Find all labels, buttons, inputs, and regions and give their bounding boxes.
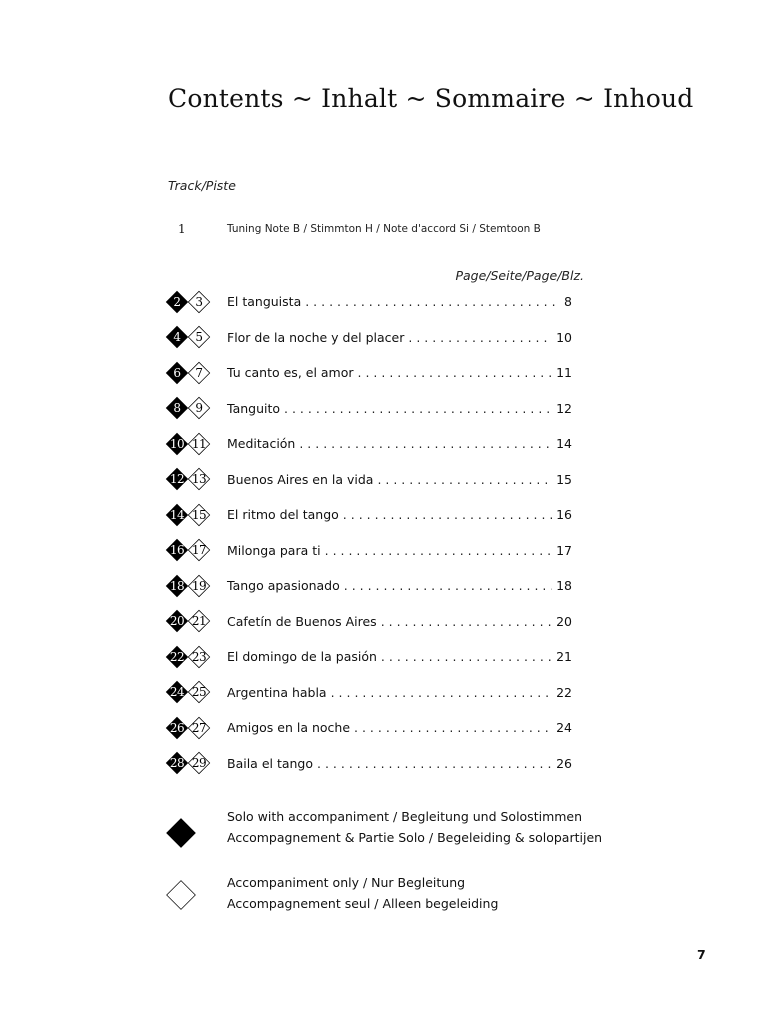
accompaniment-track-number: 19 (191, 578, 207, 593)
page-reference: 24 (556, 720, 572, 736)
toc-row (166, 284, 572, 320)
solo-track-number: 16 (169, 543, 185, 558)
solid-diamond-icon (166, 291, 188, 313)
solid-diamond-icon (166, 681, 188, 703)
page-column-label: Page/Seite/Page/Blz. (455, 268, 584, 283)
solid-diamond-icon (166, 539, 188, 561)
accompaniment-track-number: 27 (191, 720, 207, 735)
solo-track-number: 10 (169, 436, 185, 451)
page-reference: 16 (556, 507, 572, 523)
legend-accompaniment-line1: Accompaniment only / Nur Begleitung (227, 875, 466, 890)
track-markers (166, 322, 218, 352)
solo-track-number: 6 (173, 365, 181, 380)
toc-entry (227, 284, 572, 320)
open-diamond-icon (188, 646, 210, 668)
page-reference: 21 (556, 649, 572, 665)
page-number: 7 (697, 947, 706, 962)
dot-leader (344, 578, 552, 593)
toc-entry (227, 639, 572, 675)
open-diamond-icon (188, 326, 210, 348)
open-diamond-icon (188, 433, 210, 455)
solid-diamond-icon (166, 610, 188, 632)
piece-title: Amigos en la noche (227, 720, 351, 736)
accompaniment-track-number: 3 (195, 294, 203, 309)
accompaniment-track-number: 15 (191, 507, 207, 522)
solid-diamond-icon (166, 575, 188, 597)
open-diamond-icon (188, 575, 210, 597)
track-markers (166, 642, 218, 672)
toc-row (166, 604, 572, 640)
dot-leader (325, 543, 552, 558)
piece-title: Flor de la noche y del placer (227, 329, 405, 345)
toc-row (166, 497, 572, 533)
piece-title: Baila el tango (227, 755, 314, 771)
piece-title: Tanguito (227, 400, 281, 416)
solid-diamond-icon (166, 433, 188, 455)
accompaniment-track-number: 17 (191, 543, 207, 558)
track-markers (166, 606, 218, 636)
dot-leader (358, 365, 553, 380)
page-reference: 14 (556, 436, 572, 452)
tuning-track-number: 1 (178, 222, 186, 236)
page-reference: 10 (556, 329, 572, 345)
track-markers (166, 287, 218, 317)
track-markers (166, 677, 218, 707)
open-diamond-icon (188, 539, 210, 561)
dot-leader (381, 649, 552, 664)
toc-row (166, 746, 572, 782)
toc-entry (227, 675, 572, 711)
solid-diamond-icon (166, 468, 188, 490)
track-markers (166, 429, 218, 459)
piece-title: El ritmo del tango (227, 507, 339, 523)
toc-entry (227, 355, 572, 391)
open-diamond-icon (188, 681, 210, 703)
toc-entry (227, 710, 572, 746)
track-label: Track/Piste (168, 178, 236, 193)
toc-row (166, 710, 572, 746)
toc-row (166, 568, 572, 604)
toc-entry (227, 426, 572, 462)
solo-track-number: 24 (169, 685, 185, 700)
solo-track-number: 28 (169, 756, 185, 771)
toc-entry (227, 568, 572, 604)
open-diamond-icon (188, 504, 210, 526)
piece-title: Tu canto es, el amor (227, 365, 354, 381)
piece-title: Meditación (227, 436, 296, 452)
open-diamond-icon (188, 610, 210, 632)
toc-row (166, 462, 572, 498)
dot-leader (377, 472, 552, 487)
piece-title: Argentina habla (227, 684, 327, 700)
piece-title: El tanguista (227, 294, 302, 310)
accompaniment-track-number: 21 (191, 614, 207, 629)
accompaniment-track-number: 13 (191, 472, 207, 487)
toc-entry (227, 604, 572, 640)
page-reference: 15 (556, 471, 572, 487)
dot-leader (305, 294, 560, 309)
track-markers (166, 464, 218, 494)
dot-leader (299, 436, 552, 451)
solid-diamond-icon (166, 646, 188, 668)
page-title: Contents ~ Inhalt ~ Sommaire ~ Inhoud (168, 84, 694, 113)
page-reference: 11 (556, 365, 572, 381)
solo-track-number: 18 (169, 578, 185, 593)
track-markers (166, 393, 218, 423)
toc-entry (227, 391, 572, 427)
page-reference: 18 (556, 578, 572, 594)
track-markers (166, 500, 218, 530)
toc-row (166, 533, 572, 569)
tuning-note-text: Tuning Note B / Stimmton H / Note d'accord Si / Stemtoon B (227, 223, 541, 235)
toc-row (166, 639, 572, 675)
solid-diamond-icon (166, 397, 188, 419)
page-reference: 17 (556, 542, 572, 558)
dot-leader (408, 330, 552, 345)
piece-title: Milonga para ti (227, 542, 321, 558)
legend-accompaniment-line2: Accompagnement seul / Alleen begeleiding (227, 896, 499, 911)
accompaniment-track-number: 7 (195, 365, 203, 380)
open-diamond-icon (166, 880, 196, 910)
toc-entry (227, 533, 572, 569)
open-diamond-icon (188, 397, 210, 419)
open-diamond-icon (188, 717, 210, 739)
track-markers (166, 358, 218, 388)
open-diamond-icon (188, 468, 210, 490)
solo-track-number: 4 (173, 330, 181, 345)
toc-entry (227, 746, 572, 782)
piece-title: Cafetín de Buenos Aires (227, 613, 377, 629)
accompaniment-track-number: 5 (195, 330, 203, 345)
solid-diamond-icon (166, 326, 188, 348)
legend-solo-line2: Accompagnement & Partie Solo / Begeleiding & solopartijen (227, 830, 603, 845)
page-reference: 12 (556, 400, 572, 416)
dot-leader (284, 401, 552, 416)
toc-row (166, 426, 572, 462)
track-markers (166, 713, 218, 743)
solo-track-number: 12 (169, 472, 185, 487)
dot-leader (354, 720, 552, 735)
toc-entry (227, 462, 572, 498)
solid-diamond-icon (166, 362, 188, 384)
open-diamond-icon (188, 291, 210, 313)
track-markers (166, 748, 218, 778)
toc-row (166, 391, 572, 427)
toc-row (166, 320, 572, 356)
toc-row (166, 355, 572, 391)
solo-track-number: 8 (173, 401, 181, 416)
dot-leader (381, 614, 552, 629)
toc-entry (227, 497, 572, 533)
page-reference: 26 (556, 755, 572, 771)
dot-leader (331, 685, 552, 700)
accompaniment-track-number: 9 (195, 401, 203, 416)
page-reference: 22 (556, 684, 572, 700)
track-markers (166, 535, 218, 565)
open-diamond-icon (188, 362, 210, 384)
solid-diamond-icon (166, 818, 196, 848)
toc-entry (227, 320, 572, 356)
accompaniment-track-number: 23 (191, 649, 207, 664)
solo-track-number: 14 (169, 507, 185, 522)
solid-diamond-icon (166, 504, 188, 526)
solid-diamond-icon (166, 752, 188, 774)
legend-solo-line1: Solo with accompaniment / Begleitung und Solostimmen (227, 809, 583, 824)
dot-leader (317, 756, 552, 771)
solid-diamond-icon (166, 717, 188, 739)
accompaniment-track-number: 11 (191, 436, 207, 451)
piece-title: El domingo de la pasión (227, 649, 377, 665)
accompaniment-track-number: 29 (191, 756, 207, 771)
dot-leader (343, 507, 552, 522)
page-reference: 20 (556, 613, 572, 629)
table-of-contents (166, 284, 572, 781)
solo-track-number: 22 (169, 649, 185, 664)
page-reference: 8 (564, 294, 572, 310)
piece-title: Tango apasionado (227, 578, 340, 594)
solo-track-number: 26 (169, 720, 185, 735)
open-diamond-icon (188, 752, 210, 774)
toc-row (166, 675, 572, 711)
piece-title: Buenos Aires en la vida (227, 471, 374, 487)
accompaniment-track-number: 25 (191, 685, 207, 700)
solo-track-number: 2 (173, 294, 181, 309)
solo-track-number: 20 (169, 614, 185, 629)
track-markers (166, 571, 218, 601)
